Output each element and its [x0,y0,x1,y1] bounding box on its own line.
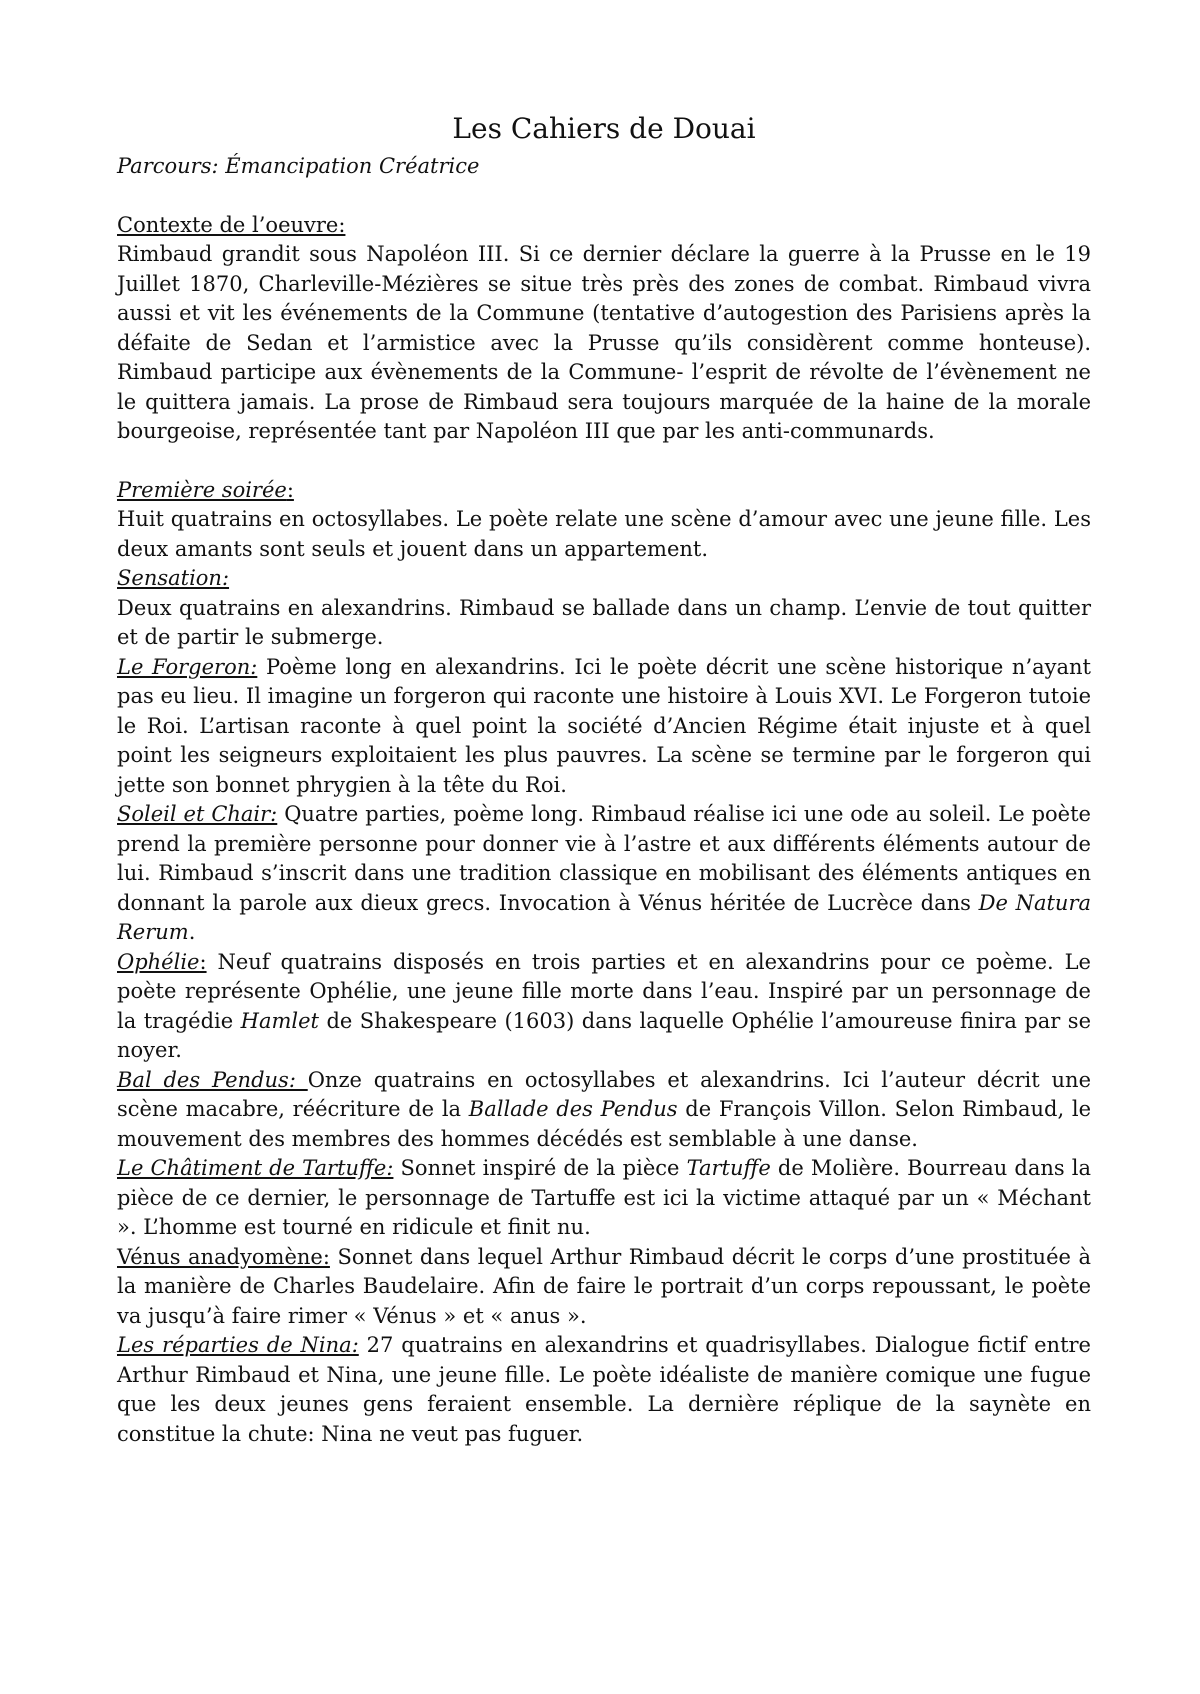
premiere-soiree-text: Huit quatrains en octosyllabes. Le poète relate une scène d’amour avec une jeune fille. Les deux amants sont seuls et jouent dans un appartement. [117,507,1091,561]
tartuffe-heading: Le Châtiment de Tartuffe: [117,1156,394,1180]
section-venus [117,1243,1091,1332]
bal-work-title: Ballade des Pendus [468,1097,678,1121]
premiere-soiree-heading: Première soirée [117,477,287,502]
venus-heading: Vénus anadyomène: [117,1244,330,1269]
nina-heading: Les réparties de Nina: [117,1333,359,1357]
soleil-work-title: De Natura Rerum [117,890,1092,944]
page-title: Les Cahiers de Douai [452,112,756,145]
sensation-text: Deux quatrains en alexandrins. Rimbaud se ballade dans un champ. L’envie de tout quitter et de partir le submerge. [117,595,1091,649]
ophelie-colon: : [199,949,207,974]
ophelie-text-b: de Shakespeare (1603) dans laquelle Ophélie l’amoureuse finira par se noyer. [117,1008,1092,1062]
ophelie-work-title: Hamlet [240,1008,319,1033]
page-subtitle: Parcours: Émancipation Créatrice [117,154,480,178]
ophelie-heading: Ophélie [117,949,200,974]
bal-text-b: de François Villon. Selon Rimbaud, le mouvement des membres des hommes décédés est semblable à une danse. [117,1097,1092,1151]
spacer [117,182,1091,211]
section-forgeron [117,653,1091,801]
context-paragraph: Rimbaud grandit sous Napoléon III. Si ce dernier déclare la guerre à la Prusse en le 19 Juillet 1870, Charleville-Mézières se situe très près des zones de combat. Rimbaud vivra aussi et vit les événements de la Commune (tentative d’autogestion des Parisiens après la défaite de Sedan et l’armistice avec la Prusse qu’ils considèrent comme honteuse). Rimbaud participe aux évènements de la Commune- l’esprit de révolte de l’évènement ne le quittera jamais. La prose de Rimbaud sera toujours marquée de la haine de la morale bourgeoise, représentée tant par Napoléon III que par les anti-communards. [117,242,1091,443]
tartuffe-work-title: Tartuffe [686,1156,771,1180]
document-page [117,108,1091,1449]
venus-text: Sonnet dans lequel Arthur Rimbaud décrit le corps d’une prostituée à la manière de Charles Baudelaire. Afin de faire le portrait d’un corps repoussant, le poète va jusqu’à faire rimer « Vénus » et « anus ». [117,1244,1091,1328]
forgeron-heading: Le Forgeron: [117,654,258,679]
bal-text-a: Onze quatrains en octosyllabes et alexandrins. Ici l’auteur décrit une scène macabre, réécriture de la [117,1067,1091,1121]
section-tartuffe [117,1154,1091,1243]
section-premiere-soiree [117,476,1091,506]
forgeron-text: Poème long en alexandrins. Ici le poète décrit une scène historique n’ayant pas eu lieu. Il imagine un forgeron qui raconte une histoire à Louis XVI. Le Forgeron tutoie le Roi. L’artisan raconte à quel point la société d’Ancien Régime était injuste et à quel point les seigneurs exploitaient les plus pauvres. La scène se termine par le forgeron qui jette son bonnet phrygien à la tête du Roi. [117,654,1091,797]
soleil-end: . [188,920,196,944]
spacer [117,447,1091,476]
section-bal [117,1066,1091,1155]
premiere-soiree-colon: : [286,477,294,502]
nina-text: 27 quatrains en alexandrins et quadrisyllabes. Dialogue fictif entre Arthur Rimbaud et Nina, une jeune fille. Le poète idéaliste de manière comique une fugue que les deux jeunes gens feraient ensemble. La dernière réplique de la saynète en constitue la chute: Nina ne veut pas fuguer. [117,1333,1091,1446]
soleil-text: Quatre parties, poème long. Rimbaud réalise ici une ode au soleil. Le poète prend la première personne pour donner vie à l’astre et aux différents éléments autour de lui. Rimbaud s’inscrit dans une tradition classique en mobilisant des éléments antiques en donnant la parole aux dieux grecs. Invocation à Vénus héritée de Lucrèce dans [117,802,1091,915]
section-nina [117,1331,1091,1449]
sensation-heading: Sensation: [117,566,230,590]
bal-heading: Bal des Pendus: [117,1067,308,1092]
context-heading: Contexte de l’oeuvre: [117,212,346,237]
tartuffe-text-a: Sonnet inspiré de la pièce [393,1156,687,1180]
soleil-heading: Soleil et Chair: [117,802,278,826]
tartuffe-text-b: de Molière. Bourreau dans la pièce de ce dernier, le personnage de Tartuffe est ici la victime attaqué par un « Méchant ». L’homme est tourné en ridicule et finit nu. [117,1156,1092,1239]
ophelie-text-a: Neuf quatrains disposés en trois parties et en alexandrins pour ce poème. Le poète représente Ophélie, une jeune fille morte dans l’eau. Inspiré par un personnage de la tragédie [117,949,1091,1033]
section-soleil [117,800,1091,948]
section-ophelie [117,948,1091,1066]
